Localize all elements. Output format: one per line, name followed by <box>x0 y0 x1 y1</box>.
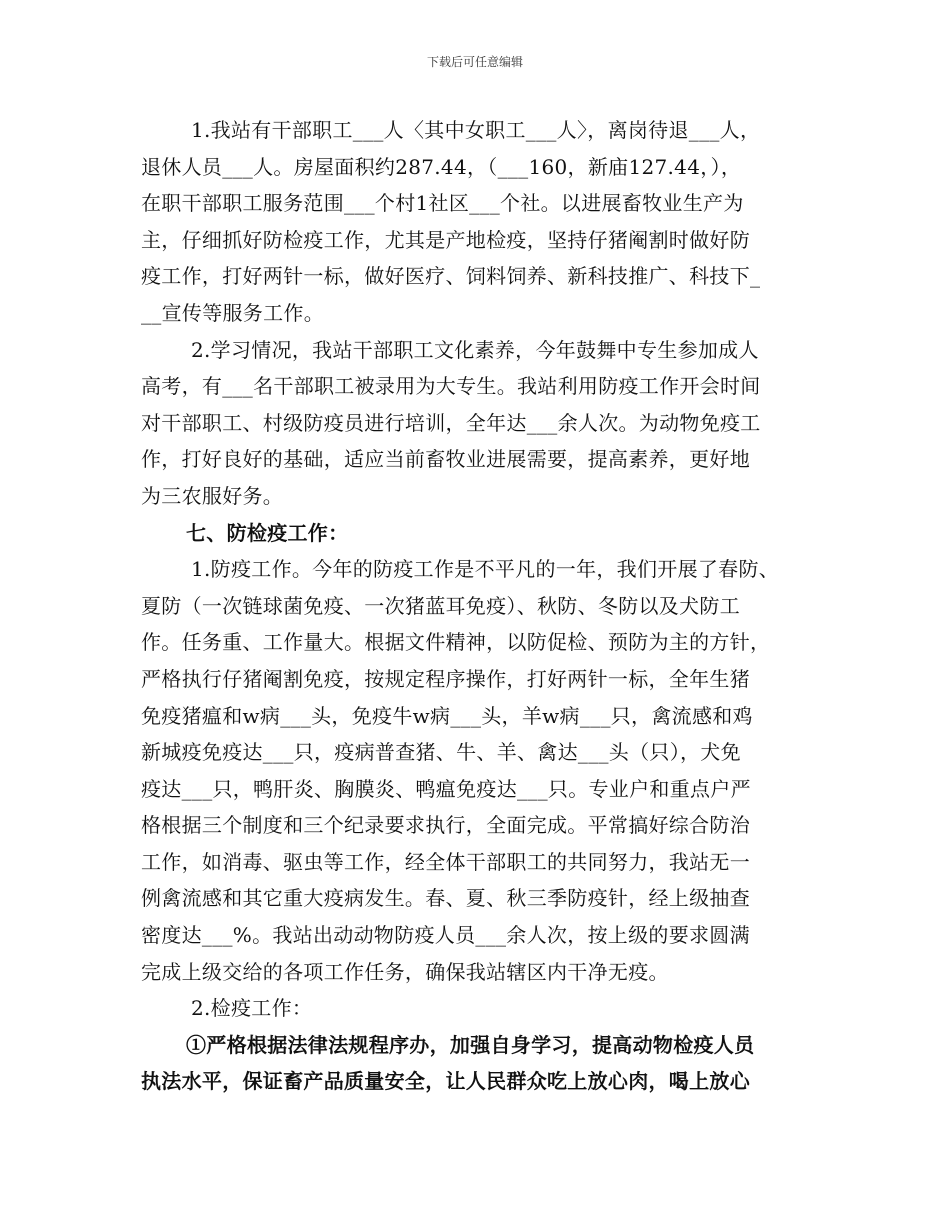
document-body <box>141 112 821 1100</box>
paragraph-line: 夏防（一次链球菌免疫、一次猪蓝耳免疫）、秋防、冬防以及犬防工 <box>141 593 740 618</box>
paragraph-line: 在职干部职工服务范围___个村1社区___个社。以进展畜牧业生产为 <box>141 191 744 216</box>
paragraph-line: 完成上级交给的各项工作任务，确保我站辖区内干净无疫。 <box>141 959 669 984</box>
paragraph-line: 对干部职工、村级防疫员进行培训，全年达___余人次。为动物免疫工 <box>141 410 761 435</box>
page-header: 下载后可任意编辑 <box>426 55 523 69</box>
paragraph-line: 例禽流感和其它重大疫病发生。春、夏、秋三季防疫针，经上级抽查 <box>141 886 750 911</box>
paragraph-line: 密度达___%。我站出动动物防疫人员___余人次，按上级的要求圆满 <box>141 923 750 948</box>
paragraph-line: 1.我站有干部职工___人〈其中女职工___人〉，离岗待退___人， <box>191 118 761 142</box>
paragraph-line: 疫达___只，鸭肝炎、胸膜炎、鸭瘟免疫达___只。专业户和重点户严 <box>141 776 751 801</box>
paragraph-line: 2.学习情况，我站干部职工文化素养，今年鼓舞中专生参加成人 <box>191 337 759 362</box>
paragraph-line: __宣传等服务工作。 <box>141 300 324 325</box>
paragraph-line: 工作，如消毒、驱虫等工作，经全体干部职工的共同努力，我站无一 <box>141 849 750 874</box>
paragraph-line-bold: ①严格根据法律法规程序办，加强自身学习，提高动物检疫人员 <box>186 1032 755 1057</box>
paragraph-line: 免疫猪瘟和w病___头，免疫牛w病___头，羊w病___只，禽流感和鸡 <box>141 703 753 728</box>
paragraph-line-bold: 执法水平，保证畜产品质量安全，让人民群众吃上放心肉，喝上放心 <box>141 1069 750 1094</box>
paragraph-line: 严格执行仔猪阉割免疫，按规定程序操作，打好两针一标，全年生猪 <box>141 666 750 691</box>
paragraph-line: 新城疫免疫达___只，疫病普查猪、牛、羊、禽达___头（只），犬免 <box>141 740 741 765</box>
paragraph-line: 作。任务重、工作量大。根据文件精神，以防促检、预防为主的方针， <box>141 630 771 655</box>
paragraph-line: 格根据三个制度和三个纪录要求执行，全面完成。平常搞好综合防治 <box>141 813 750 838</box>
paragraph-line: 疫工作，打好两针一标，做好医疗、饲料饲养、新科技推广、科技下_ <box>141 264 761 289</box>
paragraph-line: 为三农服好务。 <box>141 483 284 508</box>
section-heading: 七、防检疫工作： <box>186 520 349 545</box>
paragraph-line: 高考，有___名干部职工被录用为大专生。我站利用防疫工作开会时间 <box>141 374 761 399</box>
paragraph-line: 1.防疫工作。今年的防疫工作是不平凡的一年，我们开展了春防、 <box>191 557 780 582</box>
paragraph-line: 作，打好良好的基础，适应当前畜牧业进展需要，提高素养，更好地 <box>141 447 750 472</box>
paragraph-line: 退休人员___人。房屋面积约287.44，（___160，新庙127.44，）， <box>141 154 742 179</box>
paragraph-line: 主，仔细抓好防检疫工作，尤其是产地检疫，坚持仔猪阉割时做好防 <box>141 227 750 252</box>
paragraph-line: 2.检疫工作： <box>191 996 313 1021</box>
